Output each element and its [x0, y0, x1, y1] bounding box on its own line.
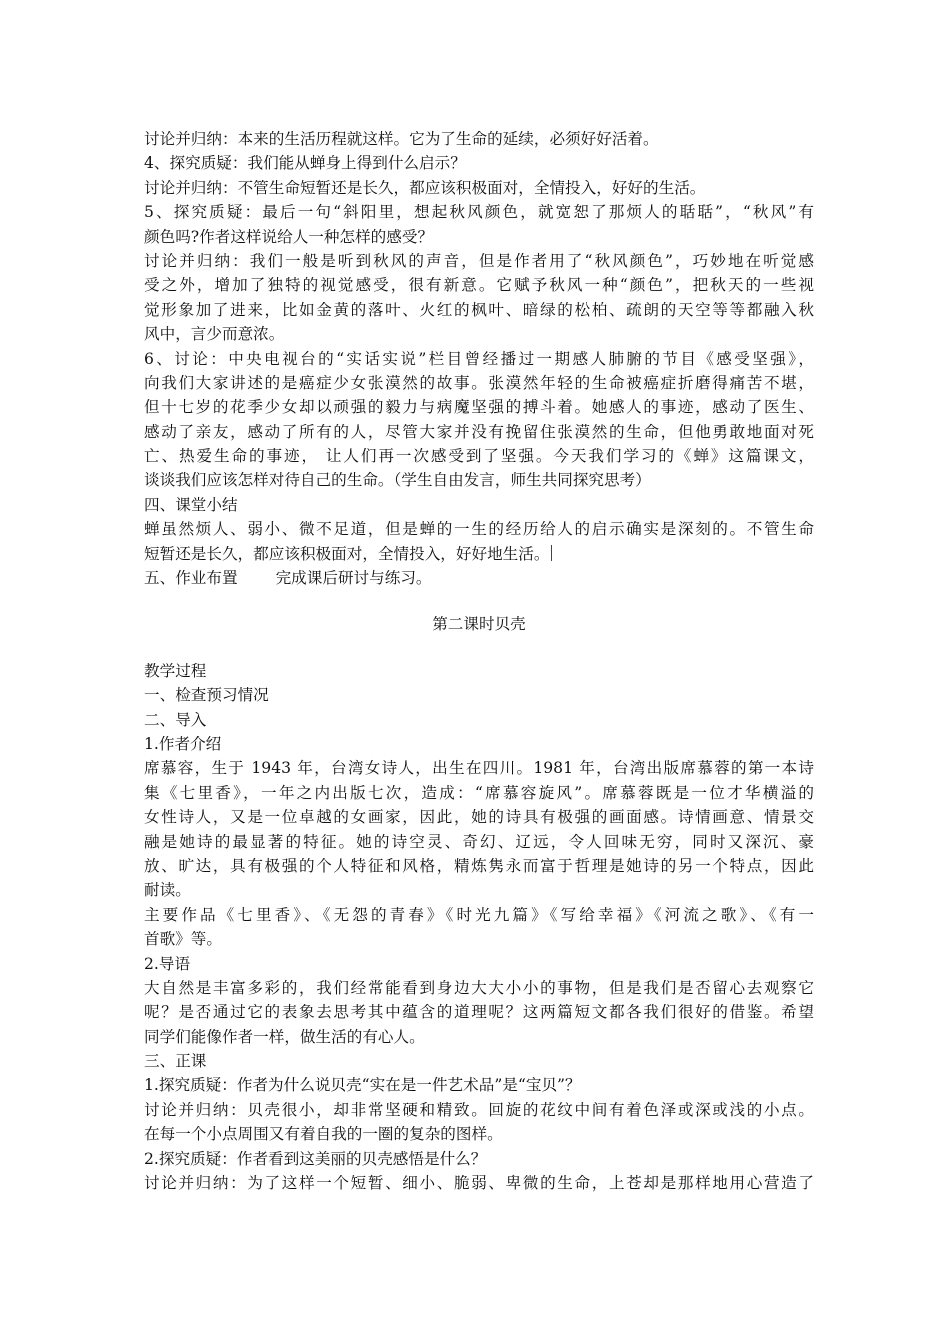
paragraph-line: 放、旷达，具有极强的个人特征和风格，精炼隽永而富于哲理是她诗的另一个特点，因此 [144, 856, 814, 875]
paragraph-line: 谈谈我们应该怎样对待自己的生命。（学生自由发言，师生共同探究思考） [144, 471, 651, 490]
text-cursor [551, 545, 552, 561]
sub-heading: 2.导语 [144, 954, 191, 973]
paragraph-line: 颜色吗?作者这样说给人一种怎样的感受？ [144, 227, 434, 246]
paragraph-line: 4、探究质疑：我们能从蝉身上得到什么启示？ [144, 154, 466, 173]
paragraph-line: 同学们能像作者一样，做生活的有心人。 [144, 1027, 425, 1046]
paragraph-line: 讨论并归纳：本来的生活历程就这样。它为了生命的延续，必须好好活着。 [144, 130, 659, 148]
paragraph-line: 5、探究质疑：最后一句“斜阳里，想起秋风颜色，就宽恕了那烦人的聒聒”，“秋风”有 [144, 203, 814, 222]
paragraph-line: 呢？是否通过它的表象去思考其中蕴含的道理呢？这两篇短文都各我们很好的借鉴。希望 [144, 1003, 814, 1022]
paragraph-line: 6、讨论：中央电视台的“实话实说”栏目曾经播过一期感人肺腑的节目《感受坚强》， [144, 349, 814, 368]
section-heading: 二、导入 [144, 710, 207, 729]
paragraph-line: 但十七岁的花季少女却以顽强的毅力与病魔坚强的搏斗着。她感人的事迹，感动了医生、 [144, 398, 814, 417]
paragraph-line: 讨论并归纳：我们一般是听到秋风的声音，但是作者用了“秋风颜色”，巧妙地在听觉感 [144, 251, 814, 270]
paragraph-line: 耐读。 [144, 881, 191, 900]
paragraph-line: 大自然是丰富多彩的，我们经常能看到身边大大小小的事物，但是我们是否留心去观察它 [144, 978, 814, 997]
paragraph-line: 教学过程 [144, 661, 207, 680]
paragraph-line: 讨论并归纳：不管生命短暂还是长久，都应该积极面对，全情投入，好好的生活。 [144, 178, 706, 197]
spacer [144, 637, 814, 659]
paragraph-line: 觉形象加了进来，比如金黄的落叶、火红的枫叶、暗绿的松柏、疏朗的天空等等都融入秋 [144, 300, 814, 319]
paragraph-line: 向我们大家讲述的是癌症少女张漠然的故事。张漠然年轻的生命被癌症折磨得痛苦不堪， [144, 373, 814, 392]
paragraph-line: 在每一个小点周围又有着自我的一圈的复杂的图样。 [144, 1125, 503, 1144]
paragraph-line: 讨论并归纳：贝壳很小，却非常坚硬和精致。回旋的花纹中间有着色泽或深或浅的小点。 [144, 1100, 814, 1119]
paragraph-line: 亡、热爱生命的事迹， 让人们再一次感受到了坚强。今天我们学习的《蝉》这篇课文， [144, 447, 814, 466]
paragraph-line: 集《七里香》，一年之内出版七次，造成：“席慕容旋风”。席慕蓉既是一位才华横溢的 [144, 783, 814, 802]
homework-label: 五、作业布置 [144, 569, 238, 588]
paragraph-line: 融是她诗的最显著的特征。她的诗空灵、奇幻、辽远，令人回味无穷，同时又深沉、豪 [144, 832, 814, 851]
paragraph-line: 蝉虽然烦人、弱小、微不足道，但是蝉的一生的经历给人的启示确实是深刻的。不管生命 [144, 520, 814, 539]
paragraph-line: 席慕容，生于 1943 年，台湾女诗人，出生在四川。1981 年，台湾出版席慕蓉的第一本诗 [144, 759, 814, 778]
homework-line [144, 566, 814, 590]
paragraph-line: 女性诗人，又是一位卓越的女画家，因此，她的诗具有极强的画面感。诗情画意、情景交 [144, 808, 814, 827]
summary-text: 短暂还是长久，都应该积极面对，全情投入，好好地生活。 [144, 544, 550, 563]
paragraph-line [144, 542, 814, 566]
document-page [144, 127, 814, 1195]
homework-task: 完成课后研讨与练习。 [275, 569, 432, 588]
section-heading: 一、检查预习情况 [144, 686, 269, 705]
section-heading: 三、正课 [144, 1052, 207, 1071]
section-heading: 四、课堂小结 [144, 495, 238, 514]
paragraph-line: 1.探究质疑：作者为什么说贝壳“实在是一件艺术品”是“宝贝”？ [144, 1076, 581, 1095]
paragraph-line: 感动了亲友，感动了所有的人，尽管大家并没有挽留住张漠然的生命，但他勇敢地面对死 [144, 422, 814, 441]
paragraph-line: 受之外，增加了独特的视觉感受，很有新意。它赋予秋风一种“颜色”，把秋天的一些视 [144, 276, 814, 295]
paragraph-line: 首歌》等。 [144, 930, 222, 949]
spacer [144, 590, 814, 612]
paragraph-line: 2.探究质疑：作者看到这美丽的贝壳感悟是什么？ [144, 1149, 487, 1168]
paragraph-line: 主要作品《七里香》、《无怨的青春》《时光九篇》《写给幸福》《河流之歌》、《有一 [144, 905, 814, 924]
paragraph-line: 讨论并归纳：为了这样一个短暂、细小、脆弱、卑微的生命，上苍却是那样地用心营造了 [144, 1174, 814, 1193]
section-title: 第二课时贝壳 [432, 615, 526, 634]
paragraph-line: 风中，言少而意浓。 [144, 325, 285, 344]
sub-heading: 1.作者介绍 [144, 734, 222, 753]
